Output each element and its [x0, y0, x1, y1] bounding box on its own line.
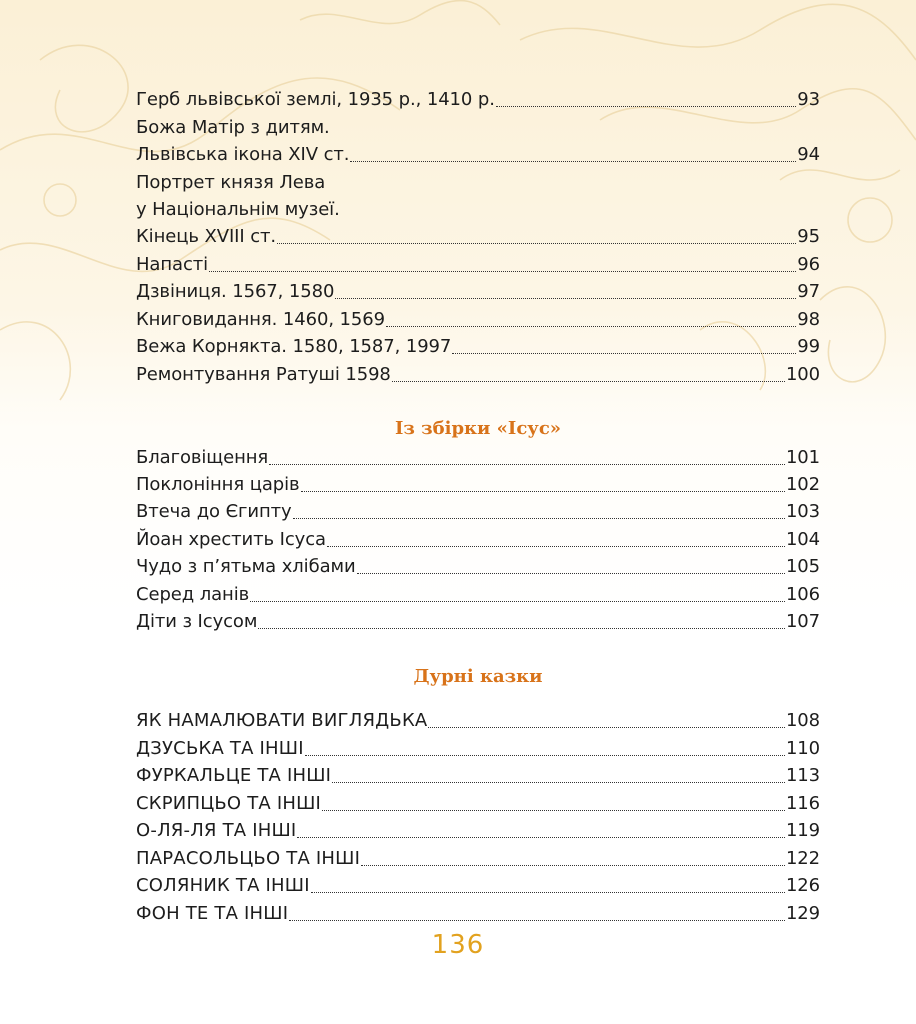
toc-entry-title: Львівська ікона XIV ст.: [136, 144, 350, 165]
toc-entry-title: ДЗУСЬКА ТА ІНШІ: [136, 738, 304, 759]
toc-entry-title: Божа Матір з дитям.: [136, 117, 330, 138]
toc-entry-title: Йоан хрестить Ісуса: [136, 529, 326, 550]
table-of-contents: [136, 0, 820, 1024]
toc-entry-title: ФУРКАЛЬЦЕ ТА ІНШІ: [136, 765, 332, 786]
toc-entry[interactable]: [136, 444, 820, 472]
leader-dots: [322, 809, 785, 811]
toc-entry-page: 104: [785, 529, 820, 550]
toc-entry[interactable]: [136, 498, 820, 526]
toc-entry-page: 108: [785, 710, 820, 731]
toc-entry-title: Діти з Ісусом: [136, 611, 258, 632]
toc-entry[interactable]: [136, 707, 820, 735]
toc-entry[interactable]: [136, 608, 820, 636]
leader-dots: [209, 270, 796, 272]
toc-entry-title: Втеча до Єгипту: [136, 501, 292, 522]
leader-dots: [350, 160, 796, 162]
toc-entry[interactable]: [136, 581, 820, 609]
toc-entry-page: 129: [785, 903, 820, 924]
toc-entry-title: СОЛЯНИК ТА ІНШІ: [136, 875, 310, 896]
leader-dots: [293, 517, 785, 519]
toc-entry[interactable]: [136, 141, 820, 169]
toc-entry[interactable]: [136, 223, 820, 251]
toc-entry[interactable]: [136, 471, 820, 499]
toc-entry[interactable]: [136, 169, 820, 197]
toc-entry-page: 113: [785, 765, 820, 786]
leader-dots: [297, 836, 785, 838]
toc-entry-title: Книговидання. 1460, 1569: [136, 309, 385, 330]
toc-entry-title: Чудо з п’ятьма хлібами: [136, 556, 356, 577]
leader-dots: [269, 463, 785, 465]
toc-entry[interactable]: [136, 735, 820, 763]
toc-entry-title: Портрет князя Лева: [136, 172, 326, 193]
toc-entry-title: Ремонтування Ратуші 1598: [136, 364, 391, 385]
leader-dots: [452, 352, 796, 354]
toc-entry-page: 94: [797, 144, 820, 165]
toc-entry-page: 103: [785, 501, 820, 522]
toc-entry-title: ПАРАСОЛЬЦЬО ТА ІНШІ: [136, 848, 361, 869]
leader-dots: [327, 545, 785, 547]
toc-entry-title: СКРИПЦЬО ТА ІНШІ: [136, 793, 322, 814]
toc-entry-page: 126: [785, 875, 820, 896]
toc-entry-page: 119: [785, 820, 820, 841]
leader-dots: [311, 891, 785, 893]
toc-entry-page: 110: [785, 738, 820, 759]
toc-entry[interactable]: [136, 306, 820, 334]
leader-dots: [496, 105, 796, 107]
page-number: 136: [431, 930, 485, 960]
toc-entry-title: у Національнім музеї.: [136, 199, 340, 220]
toc-entry-page: 98: [797, 309, 820, 330]
toc-entry[interactable]: [136, 872, 820, 900]
toc-entry[interactable]: [136, 762, 820, 790]
leader-dots: [386, 325, 796, 327]
toc-entry-title: Благовіщення: [136, 447, 269, 468]
toc-entry-title: О-ЛЯ-ЛЯ ТА ІНШІ: [136, 820, 297, 841]
leader-dots: [357, 572, 785, 574]
leader-dots: [332, 781, 785, 783]
toc-entry-title: Кінець XVIII ст.: [136, 226, 277, 247]
toc-entry-page: 99: [797, 336, 820, 357]
toc-entry-page: 102: [785, 474, 820, 495]
toc-entry[interactable]: [136, 333, 820, 361]
toc-entry-page: 107: [785, 611, 820, 632]
toc-entry[interactable]: [136, 86, 820, 114]
toc-entry-title: Напасті: [136, 254, 209, 275]
toc-entry-title: ФОН ТЕ ТА ІНШІ: [136, 903, 289, 924]
toc-entry[interactable]: [136, 900, 820, 928]
toc-entry[interactable]: [136, 790, 820, 818]
toc-entry-page: 105: [785, 556, 820, 577]
toc-entry-page: 116: [785, 793, 820, 814]
toc-entry[interactable]: [136, 196, 820, 224]
leader-dots: [392, 380, 785, 382]
leader-dots: [361, 864, 785, 866]
toc-entry[interactable]: [136, 361, 820, 389]
leader-dots: [305, 754, 785, 756]
leader-dots: [335, 297, 796, 299]
toc-entry-title: Вежа Корнякта. 1580, 1587, 1997: [136, 336, 452, 357]
toc-entry-title: Серед ланів: [136, 584, 250, 605]
section-heading: Із збірки «Ісус»: [394, 418, 562, 439]
toc-entry[interactable]: [136, 278, 820, 306]
toc-entry-page: 122: [785, 848, 820, 869]
toc-entry-page: 95: [797, 226, 820, 247]
toc-entry[interactable]: [136, 526, 820, 554]
toc-entry-title: Дзвіниця. 1567, 1580: [136, 281, 335, 302]
toc-entry[interactable]: [136, 251, 820, 279]
toc-entry-page: 93: [797, 89, 820, 110]
leader-dots: [289, 919, 785, 921]
toc-entry-title: ЯК НАМАЛЮВАТИ ВИГЛЯДЬКА: [136, 710, 428, 731]
toc-entry-title: Герб львівської землі, 1935 р., 1410 р.: [136, 89, 495, 110]
leader-dots: [301, 490, 785, 492]
toc-entry[interactable]: [136, 553, 820, 581]
leader-dots: [258, 627, 785, 629]
toc-entry-page: 100: [785, 364, 820, 385]
toc-entry-page: 97: [797, 281, 820, 302]
toc-entry[interactable]: [136, 114, 820, 142]
toc-entry-title: Поклоніння царів: [136, 474, 300, 495]
toc-entry-page: 101: [785, 447, 820, 468]
leader-dots: [277, 242, 796, 244]
toc-entry-page: 96: [797, 254, 820, 275]
leader-dots: [250, 600, 785, 602]
toc-entry-page: 106: [785, 584, 820, 605]
toc-entry[interactable]: [136, 817, 820, 845]
leader-dots: [428, 726, 784, 728]
section-heading: Дурні казки: [413, 666, 543, 687]
toc-entry[interactable]: [136, 845, 820, 873]
